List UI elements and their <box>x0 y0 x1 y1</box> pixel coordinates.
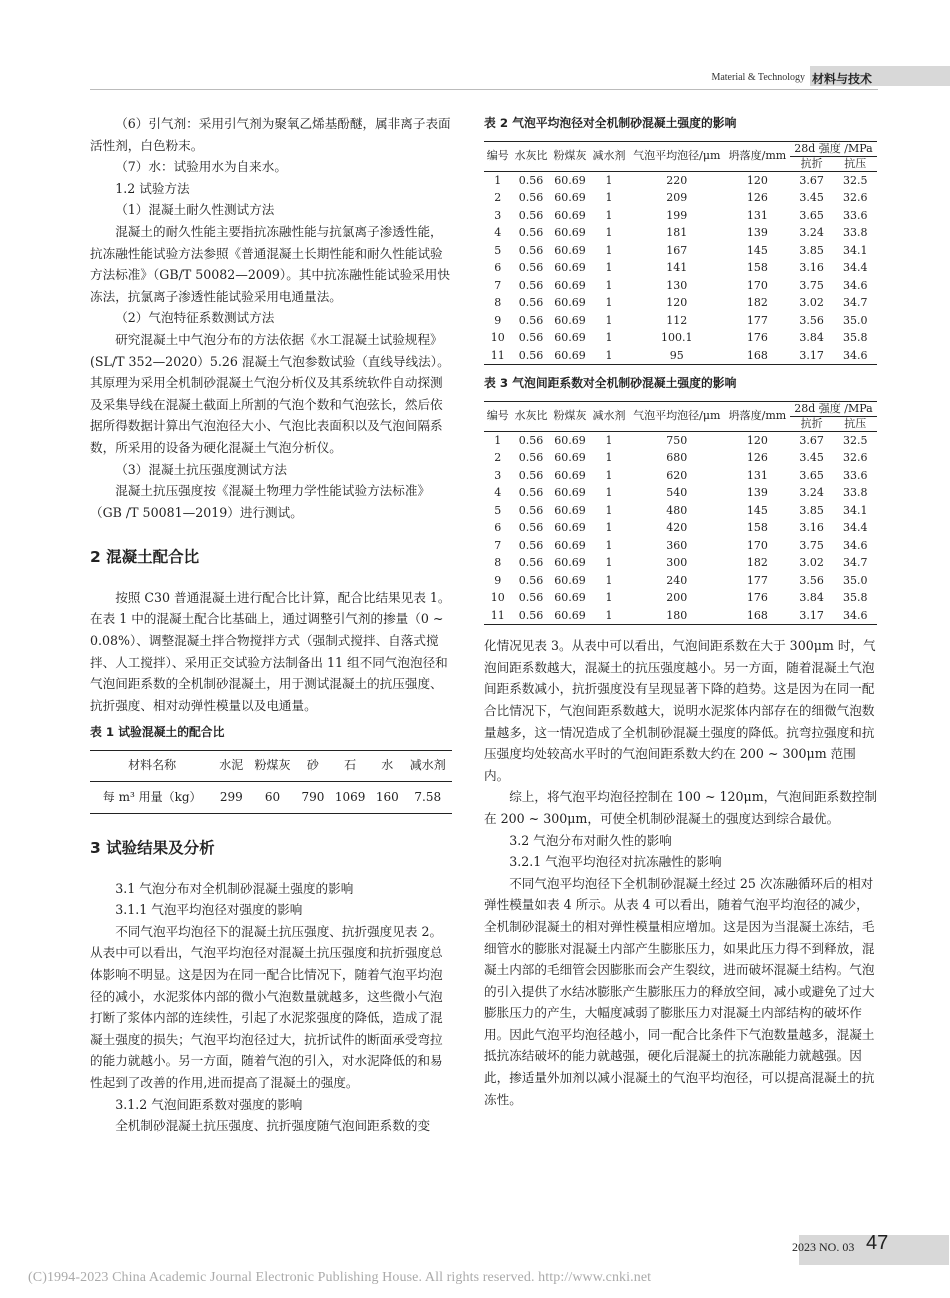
table-cell: 3.45 <box>799 191 824 205</box>
table-cell: 176 <box>746 331 768 345</box>
table-cell: 2 <box>494 191 502 205</box>
paragraph: （6）引气剂：采用引气剂为聚氧乙烯基酚醚，属非离子表面活性剂，白色粉末。 <box>90 116 451 153</box>
subsection-heading: 3.2 气泡分布对耐久性的影响 <box>509 832 672 848</box>
table-cell: 112 <box>666 313 688 327</box>
table-cell: 3.65 <box>799 468 824 482</box>
table-cell: 60.69 <box>554 521 586 535</box>
table-cell: 4 <box>494 486 502 500</box>
table-row <box>484 312 877 330</box>
paragraph: 化情况见表 3。从表中可以看出，气泡间距系数在大于 300μm 时，气泡间距系数越大，混凝土的抗压强度越小。另一方面，随着混凝土气泡间距系数减小，抗折强度没有呈现显著下降的趋势。这是因为在同一配合比情况下，气泡间距系数越大，说明水泥浆体内部存在的细微气泡数量越多，这一情况造成了全机制砂混凝土强度的降低。抗弯拉强度和抗压强度均处较高水平时的气泡间距系数大约在 200 ~ 300μm 范围内。 <box>484 638 876 783</box>
table-cell: 3.84 <box>799 591 824 605</box>
table-cell: 32.6 <box>842 191 868 205</box>
table-cell: 177 <box>746 573 768 587</box>
table-cell: 131 <box>746 468 768 482</box>
table-cell: 177 <box>746 313 768 327</box>
table-header-cell: 水灰比 <box>511 401 550 431</box>
table-cell: 6 <box>494 521 502 535</box>
table-cell: 34.1 <box>842 503 868 517</box>
table-cell: 3.75 <box>799 538 824 552</box>
table-header-cell: 抗折 <box>800 156 823 170</box>
table-cell: 5 <box>494 243 502 257</box>
table-cell: 3.02 <box>799 296 824 310</box>
table-cell: 1 <box>605 503 613 517</box>
table-cell: 60.69 <box>554 278 586 292</box>
table-row <box>484 329 877 347</box>
table-cell: 3 <box>494 208 502 222</box>
table-cell: 4 <box>494 226 502 240</box>
table-header-cell: 减水剂 <box>404 751 452 782</box>
table-header-cell: 减水剂 <box>590 141 629 171</box>
paragraph: 全机制砂混凝土抗压强度、抗折强度随气泡间距系数的变 <box>115 1118 431 1134</box>
table-row <box>484 259 877 277</box>
table-cell: 95 <box>629 347 725 365</box>
table-cell: 170 <box>746 278 768 292</box>
table-cell: 1 <box>605 521 613 535</box>
table-cell: 130 <box>666 278 688 292</box>
table-caption: 表 1 试验混凝土的配合比 <box>90 725 225 740</box>
table-header-cell: 坍落度/mm <box>725 401 790 431</box>
table-cell: 60.69 <box>554 296 586 310</box>
table-cell: 33.8 <box>842 226 868 240</box>
page-number: 47 <box>866 1232 889 1254</box>
header-chinese: 材料与技术 <box>811 72 872 86</box>
paragraph: 不同气泡平均泡径下的混凝土抗压强度、抗折强度见表 2。从表中可以看出，气泡平均泡径对混凝土抗压强度和抗折强度总体影响不明显。这是因为在同一配合比情况下，随着气泡平均泡径的减小，水泥浆体内部的微小气泡数量就越多，这些微小气泡打断了浆体内部的连续性，引起了水泥浆强度的降低，造成了混凝土强度的损失；气泡平均泡径过大，抗折试件的断面承受弯拉的能力就越小。另一方面，随着气泡的引入，对水泥降低的和易性起到了改善的作用,进而提高了混凝土的强度。 <box>90 923 443 1090</box>
table-row <box>484 519 877 537</box>
table-cell: 33.6 <box>842 468 868 482</box>
table-cell: 3.56 <box>799 313 824 327</box>
table-cell: 120 <box>746 173 768 187</box>
table-header-cell: 28d 强度 /MPa <box>790 401 877 416</box>
table-cell: 1069 <box>329 781 371 814</box>
table-cell: 33.8 <box>842 486 868 500</box>
table-row <box>484 484 877 502</box>
table-cell: 32.5 <box>842 433 868 447</box>
table-cell: 0.56 <box>511 607 550 625</box>
table-cell: 220 <box>666 173 688 187</box>
table-row <box>484 572 877 590</box>
table-cell: 35.0 <box>842 573 868 587</box>
paragraph: 混凝土的耐久性能主要指抗冻融性能与抗氯离子渗透性能，抗冻融性能试验方法参照《普通混凝土长期性能和耐久性能试验方法标准》（GB/T 50082—2009）。其中抗冻融性能试验采用快冻法，抗氯离子渗透性能试验采用电通量法。 <box>90 223 450 304</box>
table-header-cell: 石 <box>329 751 371 782</box>
table-row <box>484 431 877 449</box>
table-row <box>484 554 877 572</box>
table-cell: 199 <box>666 208 688 222</box>
table-row <box>484 207 877 225</box>
table-header-cell: 材料名称 <box>90 751 214 782</box>
table-cell: 180 <box>629 607 725 625</box>
table-header-cell: 减水剂 <box>590 401 629 431</box>
table-cell: 1 <box>605 208 613 222</box>
table-cell: 60.69 <box>554 191 586 205</box>
table-cell: 34.7 <box>842 556 868 570</box>
table-cell: 60.69 <box>550 607 589 625</box>
table-row <box>484 347 877 365</box>
table-cell: 60.69 <box>554 503 586 517</box>
table-header-cell: 气泡平均泡径/μm <box>629 141 725 171</box>
table-cell: 34.7 <box>842 296 868 310</box>
table-header-cell: 28d 强度 /MPa <box>790 141 877 156</box>
subsection-heading: 1.2 试验方法 <box>115 180 190 196</box>
table-header-cell: 粉煤灰 <box>248 751 296 782</box>
table-cell: 3.85 <box>799 503 824 517</box>
table-cell: 145 <box>746 503 768 517</box>
table-cell: 0.56 <box>518 226 544 240</box>
table-cell: 34.6 <box>842 538 868 552</box>
issue-number: 2023 NO. 03 <box>792 1240 855 1254</box>
table-header-cell: 抗压 <box>844 416 867 430</box>
table-caption: 表 2 气泡平均泡径对全机制砂混凝土强度的影响 <box>484 116 737 130</box>
table-cell: 60.69 <box>554 208 586 222</box>
table-header-cell: 抗压 <box>844 156 867 170</box>
table-cell: 0.56 <box>518 503 544 517</box>
table-cell: 10 <box>490 331 505 345</box>
table-cell: 620 <box>666 468 688 482</box>
table-cell: 0.56 <box>518 451 544 465</box>
table-cell: 6 <box>494 261 502 275</box>
table-cell: 1 <box>605 313 613 327</box>
table-cell: 170 <box>746 538 768 552</box>
table-cell: 3.17 <box>790 607 834 625</box>
table-cell: 181 <box>666 226 688 240</box>
table-row <box>484 277 877 295</box>
table-header-cell: 粉煤灰 <box>550 141 589 171</box>
table-cell: 167 <box>666 243 688 257</box>
table-header-cell: 粉煤灰 <box>550 401 589 431</box>
table-cell: 0.56 <box>518 243 544 257</box>
table-cell: 299 <box>214 781 248 814</box>
table-cell: 60.69 <box>554 486 586 500</box>
subsection-heading: 3.2.1 气泡平均泡径对抗冻融性的影响 <box>509 854 722 870</box>
header-rule <box>90 89 878 90</box>
table-caption: 表 3 气泡间距系数对全机制砂混凝土强度的影响 <box>484 376 737 391</box>
table-cell: 1 <box>605 278 613 292</box>
table-cell: 32.6 <box>842 451 868 465</box>
table-cell: 3.75 <box>799 278 824 292</box>
table-cell: 9 <box>494 313 502 327</box>
table-cell: 60.69 <box>554 243 586 257</box>
table-cell: 35.0 <box>842 313 868 327</box>
table-3 <box>484 401 877 626</box>
table-row <box>484 224 877 242</box>
table-cell: 790 <box>297 781 330 814</box>
table-cell: 3.84 <box>799 331 824 345</box>
subsection-heading: 3.1.2 气泡间距系数对强度的影响 <box>115 1096 303 1112</box>
paragraph: 不同气泡平均泡径下全机制砂混凝土经过 25 次冻融循环后的相对弹性模量如表 4 所示。从表 4 可以看出，随着气泡平均泡径的减少，全机制砂混凝土的相对弹性模量相应增加。这是因为当混凝土冻结，毛细管水的膨胀对混凝土内部产生膨胀压力，如果此压力得不到释放，混凝土内部的毛细管会因膨胀而会产生裂纹，进而破坏混凝土结构。气泡的引入提供了水结冰膨胀产生膨胀压力的释放空间，减小或避免了过大膨胀压力的产生，大幅度减弱了膨胀压力对混凝土内部结构的破坏作用。因此气泡平均泡径越小，同一配合比条件下气泡数量越多，混凝土抵抗冻结破坏的能力就越强，硬化后混凝土的抗冻融能力就越强。因此，掺适量外加剂以减小混凝土的气泡平均泡径，可以提高混凝土的抗冻性。 <box>484 875 875 1107</box>
table-cell: 60.69 <box>550 347 589 365</box>
table-cell: 60 <box>248 781 296 814</box>
table-cell: 168 <box>725 607 790 625</box>
table-cell: 1 <box>605 451 613 465</box>
table-cell: 0.56 <box>518 313 544 327</box>
table-cell: 3.45 <box>799 451 824 465</box>
table-cell: 3.02 <box>799 556 824 570</box>
table-cell: 3.24 <box>799 226 824 240</box>
table-cell: 3 <box>494 468 502 482</box>
table-cell: 750 <box>666 433 688 447</box>
table-cell: 176 <box>746 591 768 605</box>
table-header-cell: 编号 <box>484 401 511 431</box>
table-cell: 60.69 <box>554 261 586 275</box>
table-cell: 3.16 <box>799 261 824 275</box>
table-cell: 34.4 <box>842 521 868 535</box>
table-cell: 126 <box>746 191 768 205</box>
table-cell: 0.56 <box>518 556 544 570</box>
table-cell: 0.56 <box>518 573 544 587</box>
table-header-cell: 坍落度/mm <box>725 141 790 171</box>
table-cell: 540 <box>666 486 688 500</box>
table-cell: 1 <box>605 538 613 552</box>
table-cell: 300 <box>666 556 688 570</box>
table-cell: 0.56 <box>518 486 544 500</box>
table-header-cell: 编号 <box>484 141 511 171</box>
table-cell: 0.56 <box>518 173 544 187</box>
paragraph: 研究混凝土中气泡分布的方法依据《水工混凝土试验规程》(SL/T 352—2020）5.26 混凝土气泡参数试验（直线导线法）。其原理为采用全机制砂混凝土气泡分析仪及其系统软件自动探测及采集导线在混凝土截面上所割的气泡个数和气泡弦长，然后依据所得数据计算出气泡泡径大小、气泡比表面积以及气泡间隔系数，所采用的设备为硬化混凝土气泡分析仪。 <box>90 331 450 455</box>
table-cell: 0.56 <box>518 538 544 552</box>
table-cell: 1 <box>605 173 613 187</box>
table-cell: 1 <box>605 191 613 205</box>
table-cell: 7 <box>494 538 502 552</box>
table-cell: 5 <box>494 503 502 517</box>
subsection-heading: 3.1 气泡分布对全机制砂混凝土强度的影响 <box>115 880 354 896</box>
table-cell: 60.69 <box>554 451 586 465</box>
table-cell: 1 <box>494 433 502 447</box>
table-cell: 160 <box>371 781 404 814</box>
table-cell: 0.56 <box>518 296 544 310</box>
table-cell: 182 <box>746 556 768 570</box>
table-cell: 131 <box>746 208 768 222</box>
table-header-cell: 砂 <box>297 751 330 782</box>
table-cell: 3.65 <box>799 208 824 222</box>
table-cell: 3.67 <box>799 173 824 187</box>
table-cell: 1 <box>605 243 613 257</box>
table-cell: 9 <box>494 573 502 587</box>
table-cell: 3.85 <box>799 243 824 257</box>
table-cell: 360 <box>666 538 688 552</box>
table-cell: 1 <box>605 486 613 500</box>
table-cell: 60.69 <box>554 226 586 240</box>
copyright-notice: (C)1994-2023 China Academic Journal Electronic Publishing House. All rights reserved. http://www.cnki.net <box>28 1270 652 1285</box>
left-column <box>90 113 452 1137</box>
table-cell: 1 <box>494 173 502 187</box>
table-cell: 0.56 <box>518 468 544 482</box>
table-cell: 158 <box>746 521 768 535</box>
table-cell: 60.69 <box>554 468 586 482</box>
subsection-heading: （2）气泡特征系数测试方法 <box>115 310 275 326</box>
table-row <box>484 171 877 189</box>
section-heading: 3 试验结果及分析 <box>90 839 215 858</box>
table-row <box>484 502 877 520</box>
table-cell: 11 <box>484 347 511 365</box>
table-2 <box>484 141 877 366</box>
table-cell: 8 <box>494 556 502 570</box>
table-header-cell: 气泡平均泡径/μm <box>629 401 725 431</box>
table-cell: 1 <box>605 573 613 587</box>
table-cell: 182 <box>746 296 768 310</box>
paragraph: 按照 C30 普通混凝土进行配合比计算，配合比结果见表 1。在表 1 中的混凝土配合比基础上，通过调整引气剂的掺量（0 ~ 0.08%）、调整混凝土拌合物搅拌方式（强制式搅拌、自落式搅拌、人工搅拌）、采用正交试验方法制备出 11 组不同气泡泡径和气泡间距系数的全机制砂混凝土，用于测试混凝土的抗压强度、抗折强度、相对动弹性模量以及电通量。 <box>90 589 451 713</box>
table-cell: 0.56 <box>518 261 544 275</box>
table-cell: 60.69 <box>554 433 586 447</box>
table-cell: 每 m³ 用量（kg） <box>90 781 214 814</box>
table-1 <box>90 750 452 814</box>
table-cell: 1 <box>605 226 613 240</box>
table-cell: 3.24 <box>799 486 824 500</box>
table-cell: 60.69 <box>554 313 586 327</box>
table-cell: 35.8 <box>842 331 868 345</box>
table-cell: 209 <box>666 191 688 205</box>
table-cell: 34.4 <box>842 261 868 275</box>
table-cell: 7 <box>494 278 502 292</box>
table-header-cell: 水 <box>371 751 404 782</box>
table-cell: 0.56 <box>518 331 544 345</box>
table-row <box>484 537 877 555</box>
table-cell: 34.6 <box>833 347 877 365</box>
table-cell: 7.58 <box>404 781 452 814</box>
table-cell: 34.6 <box>842 278 868 292</box>
table-cell: 1 <box>605 261 613 275</box>
table-cell: 240 <box>666 573 688 587</box>
table-cell: 1 <box>605 433 613 447</box>
table-cell: 120 <box>666 296 688 310</box>
table-cell: 680 <box>666 451 688 465</box>
table-cell: 34.1 <box>842 243 868 257</box>
table-cell: 33.6 <box>842 208 868 222</box>
table-cell: 158 <box>746 261 768 275</box>
table-cell: 480 <box>666 503 688 517</box>
table-cell: 3.17 <box>790 347 834 365</box>
table-cell: 0.56 <box>518 278 544 292</box>
table-cell: 0.56 <box>511 347 550 365</box>
table-cell: 0.56 <box>518 208 544 222</box>
table-cell: 1 <box>605 331 613 345</box>
table-row <box>484 449 877 467</box>
table-header-cell: 抗折 <box>800 416 823 430</box>
table-cell: 0.56 <box>518 591 544 605</box>
header-english: Material & Technology <box>711 72 805 83</box>
table-cell: 10 <box>490 591 505 605</box>
table-cell: 141 <box>666 261 688 275</box>
table-cell: 8 <box>494 296 502 310</box>
subsection-heading: （1）混凝土耐久性测试方法 <box>115 202 275 218</box>
table-row <box>484 589 877 607</box>
table-cell: 0.56 <box>518 433 544 447</box>
subsection-heading: （3）混凝土抗压强度测试方法 <box>115 461 287 477</box>
table-cell: 139 <box>746 226 768 240</box>
table-row <box>484 607 877 625</box>
table-cell: 3.16 <box>799 521 824 535</box>
table-cell: 1 <box>605 556 613 570</box>
table-cell: 60.69 <box>554 538 586 552</box>
paragraph: （7）水：试验用水为自来水。 <box>115 159 287 175</box>
table-cell: 60.69 <box>554 331 586 345</box>
paragraph: 综上，将气泡平均泡径控制在 100 ~ 120μm，气泡间距系数控制在 200 ~ 300μm，可使全机制砂混凝土的强度达到综合最优。 <box>484 789 878 826</box>
right-column <box>484 113 877 1110</box>
table-row <box>484 467 877 485</box>
table-cell: 145 <box>746 243 768 257</box>
table-cell: 120 <box>746 433 768 447</box>
table-cell: 60.69 <box>554 556 586 570</box>
table-header-cell: 水泥 <box>214 751 248 782</box>
table-cell: 2 <box>494 451 502 465</box>
table-cell: 200 <box>666 591 688 605</box>
section-heading: 2 混凝土配合比 <box>90 548 200 567</box>
table-row <box>484 242 877 260</box>
table-cell: 3.56 <box>799 573 824 587</box>
table-cell: 1 <box>605 468 613 482</box>
table-cell: 1 <box>605 591 613 605</box>
table-cell: 3.67 <box>799 433 824 447</box>
table-cell: 0.56 <box>518 521 544 535</box>
table-cell: 139 <box>746 486 768 500</box>
table-cell: 60.69 <box>554 573 586 587</box>
table-cell: 60.69 <box>554 173 586 187</box>
table-cell: 1 <box>590 607 629 625</box>
table-row <box>484 189 877 207</box>
subsection-heading: 3.1.1 气泡平均泡径对强度的影响 <box>115 902 303 918</box>
table-cell: 126 <box>746 451 768 465</box>
table-cell: 1 <box>590 347 629 365</box>
table-cell: 32.5 <box>842 173 868 187</box>
table-cell: 0.56 <box>518 191 544 205</box>
table-row <box>484 294 877 312</box>
table-header-cell: 水灰比 <box>511 141 550 171</box>
table-cell: 34.6 <box>833 607 877 625</box>
paragraph: 混凝土抗压强度按《混凝土物理力学性能试验方法标准》（GB /T 50081—2019）进行测试。 <box>90 483 431 520</box>
table-cell: 35.8 <box>842 591 868 605</box>
table-cell: 11 <box>484 607 511 625</box>
table-cell: 1 <box>605 296 613 310</box>
table-cell: 420 <box>666 521 688 535</box>
table-cell: 100.1 <box>661 331 693 345</box>
table-cell: 168 <box>725 347 790 365</box>
table-cell: 60.69 <box>554 591 586 605</box>
